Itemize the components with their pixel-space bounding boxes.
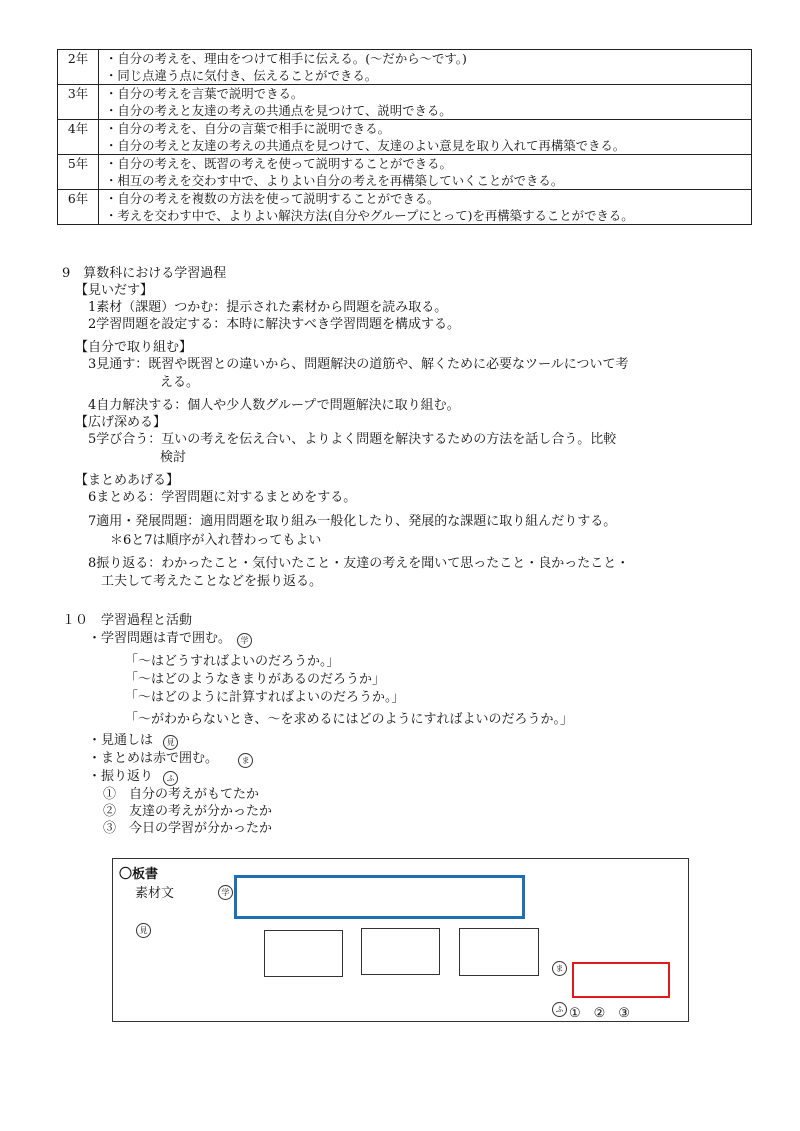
goal-cell: [99, 155, 752, 190]
goal-item: ・同じ点違う点に気付き、伝えることができる。: [105, 68, 378, 83]
grade-row: [58, 85, 752, 120]
activity-text: ・まとめは赤で囲む。: [88, 751, 219, 766]
gaku-mark-icon: 学: [237, 633, 252, 648]
step-line-cont: 検討: [160, 450, 187, 465]
mi-mark-icon: 見: [136, 923, 151, 938]
phase-label: 【まとめあげる】: [75, 473, 180, 488]
goal-cell: [99, 85, 752, 120]
prediction-box: [264, 930, 343, 977]
reflection-numbers: ① ② ③: [569, 1006, 630, 1021]
activity-line: [88, 750, 253, 767]
material-label: 素材文: [135, 886, 175, 901]
activity-line: [88, 732, 178, 749]
board-title: 〇板書: [119, 867, 159, 882]
grade-row: [58, 155, 752, 190]
step-line-cont: える。: [160, 375, 200, 390]
step-line: 3見通す：既習や既習との違いから、問題解決の道筋や、解くために必要なツールについて考: [88, 357, 629, 372]
grade-row: [58, 190, 752, 225]
goal-item: ・自分の考えと友達の考えの共通点を見つけて、友達のよい意見を取り入れて再構築できる。: [105, 138, 626, 153]
activity-text: ・学習問題は青で囲む。: [88, 631, 232, 646]
phase-label: 【見いだす】: [75, 283, 154, 298]
fu-mark-icon: ふ: [552, 1002, 567, 1017]
goal-item: ・自分の考えを複数の方法を使って説明することができる。: [105, 191, 440, 206]
question-example: 「〜はどうすればよいのだろうか。」: [125, 654, 340, 669]
reflection-item: ② 友達の考えが分かったか: [103, 804, 273, 819]
goal-cell: [99, 120, 752, 155]
reflection-item: ① 自分の考えがもてたか: [103, 787, 260, 802]
grade-goals-table: [57, 49, 752, 225]
step-line: 6まとめる：学習問題に対するまとめをする。: [88, 490, 357, 505]
ma-mark-icon: ま: [238, 753, 253, 768]
question-example: 「〜はどのようなきまりがあるのだろうか」: [125, 672, 386, 687]
activity-line: [88, 630, 252, 647]
grade-cell: 5年: [58, 155, 99, 190]
step-line: 7適用・発展問題：適用問題を取り組み一般化したり、発展的な課題に取り組んだりする。: [88, 514, 617, 529]
reflection-item: ③ 今日の学習が分かったか: [103, 821, 273, 836]
section9-heading: 9 算数科における学習過程: [62, 266, 227, 281]
summary-frame: [572, 962, 670, 998]
step-line: 8振り返る：わかったこと・気付いたこと・友達の考えを聞いて思ったこと・良かったこと・: [88, 556, 630, 571]
section10-heading: １０ 学習過程と活動: [62, 613, 193, 628]
prediction-box: [459, 928, 539, 976]
phase-label: 【広げ深める】: [75, 415, 167, 430]
step-line: 4自力解決する：個人や少人数グループで問題解決に取り組む。: [88, 398, 460, 413]
step-note: ＊6と7は順序が入れ替わってもよい: [110, 533, 322, 548]
step-line-cont: 工夫して考えたことなどを振り返る。: [101, 574, 323, 589]
prediction-box: [361, 928, 440, 975]
board-layout-diagram: [112, 858, 689, 1022]
grade-cell: 3年: [58, 85, 99, 120]
step-line: 2学習問題を設定する：本時に解決すべき学習問題を構成する。: [88, 317, 461, 332]
grade-cell: 4年: [58, 120, 99, 155]
problem-frame: [234, 875, 525, 919]
goal-item: ・自分の考えを、自分の言葉で相手に説明できる。: [105, 121, 390, 136]
goal-cell: [99, 50, 752, 85]
fu-mark-icon: ふ: [163, 771, 178, 786]
activity-text: ・振り返り: [88, 769, 154, 784]
gaku-mark-icon: 学: [218, 885, 233, 900]
grade-row: [58, 120, 752, 155]
goal-item: ・相互の考えを交わす中で、よりよい自分の考えを再構築していくことができる。: [105, 173, 564, 188]
grade-cell: 6年: [58, 190, 99, 225]
step-line: 5学び合う：互いの考えを伝え合い、よりよく問題を解決するための方法を話し合う。比較: [88, 432, 617, 447]
grade-row: [58, 50, 752, 85]
step-line: 1素材（課題）つかむ：提示された素材から問題を読み取る。: [88, 300, 448, 315]
phase-label: 【自分で取り組む】: [75, 340, 193, 355]
goal-item: ・自分の考えを、理由をつけて相手に伝える。(〜だから〜です。): [105, 51, 467, 66]
activity-text: ・見通しは: [88, 733, 154, 748]
goal-item: ・自分の考えを、既習の考えを使って説明することができる。: [105, 156, 452, 171]
question-example: 「〜はどのように計算すればよいのだろうか。」: [125, 690, 405, 705]
question-example: 「〜がわからないとき、〜を求めるにはどのようにすればよいのだろうか。」: [125, 712, 573, 727]
goal-item: ・考えを交わす中で、よりよい解決方法(自分やグループにとって)を再構築することができる。: [105, 208, 634, 223]
goal-item: ・自分の考えを言葉で説明できる。: [105, 86, 304, 101]
grade-cell: 2年: [58, 50, 99, 85]
goal-item: ・自分の考えと友達の考えの共通点を見つけて、説明できる。: [105, 103, 452, 118]
ma-mark-icon: ま: [552, 961, 567, 976]
goal-cell: [99, 190, 752, 225]
activity-line: [88, 768, 178, 785]
mi-mark-icon: 見: [163, 735, 178, 750]
